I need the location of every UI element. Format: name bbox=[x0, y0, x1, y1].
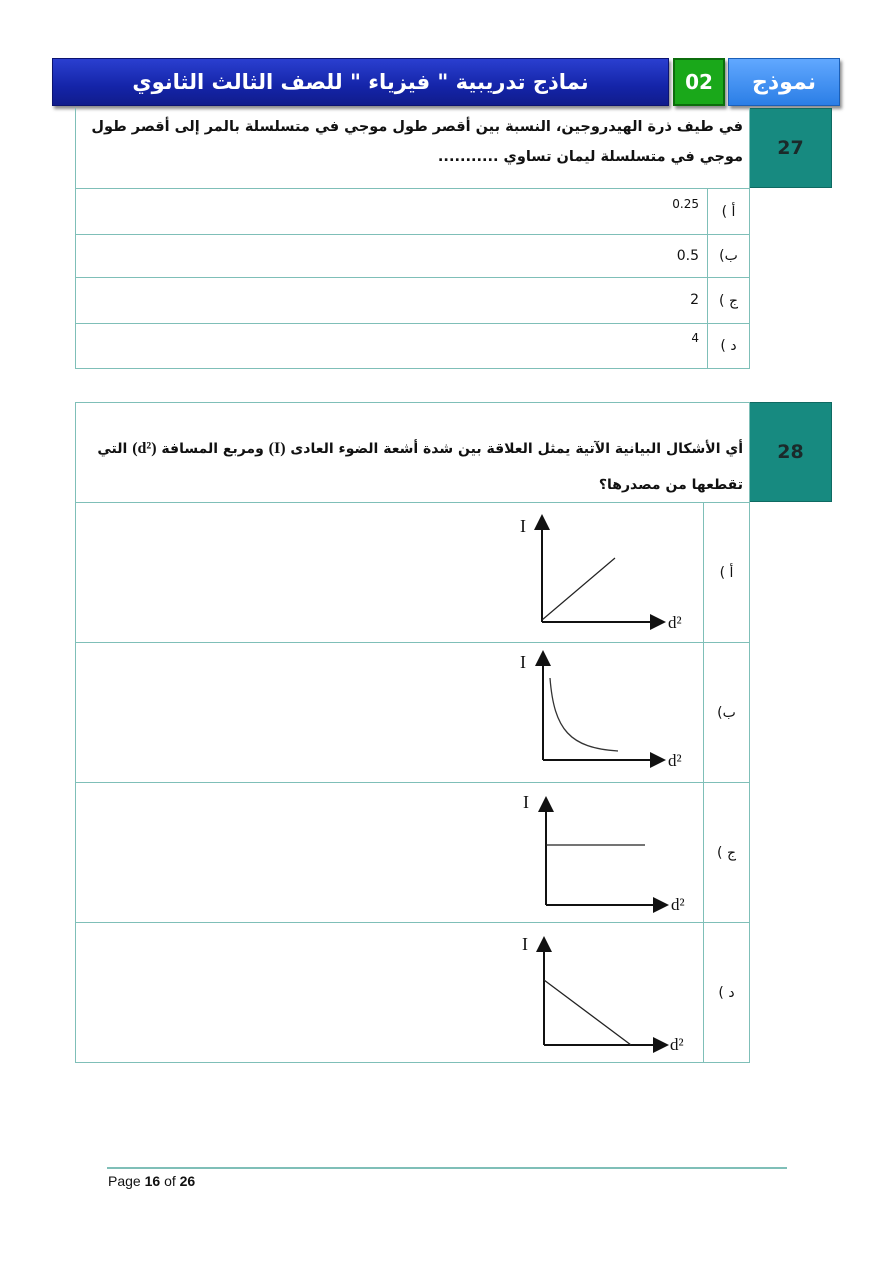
q28-option-c-label-text: ج ) bbox=[717, 844, 736, 861]
q27-option-b[interactable] bbox=[75, 234, 708, 278]
graph-a-linear-increase bbox=[510, 508, 700, 638]
q27-option-a-label[interactable] bbox=[707, 188, 750, 235]
question-27-number bbox=[749, 108, 832, 188]
q28-option-b-label[interactable] bbox=[703, 642, 750, 783]
model-number: 02 bbox=[685, 70, 713, 94]
q27-option-d-label[interactable] bbox=[707, 323, 750, 369]
q27-option-b-label-text: ب) bbox=[719, 248, 738, 264]
q27-option-d-value: 4 bbox=[691, 331, 699, 345]
q27-option-a[interactable] bbox=[75, 188, 708, 235]
question-28-number bbox=[749, 402, 832, 502]
q28-option-b-label-text: ب) bbox=[717, 704, 736, 721]
graph-c-constant bbox=[515, 788, 705, 918]
graph-b-inverse-curve bbox=[510, 648, 700, 778]
graph-a-x-label: d² bbox=[668, 613, 682, 632]
model-number-badge bbox=[673, 58, 725, 106]
q27-option-b-value: 0.5 bbox=[676, 248, 699, 264]
page-title bbox=[52, 58, 669, 106]
q28-text-part1: أي الأشكال البيانية الآتية يمثل العلاقة بين شدة أشعة الضوء العادى bbox=[285, 441, 743, 457]
q28-option-d-label-text: د ) bbox=[718, 984, 735, 1001]
q27-option-c-value: 2 bbox=[690, 292, 699, 308]
graph-d-curve bbox=[544, 980, 631, 1045]
footer-page-word: Page bbox=[108, 1173, 141, 1189]
graph-a-curve bbox=[542, 558, 615, 620]
q28-option-c-label[interactable] bbox=[703, 782, 750, 923]
q28-option-a-label-text: أ ) bbox=[719, 564, 734, 581]
footer-divider bbox=[107, 1167, 787, 1169]
question-27-text-content: في طيف ذرة الهيدروجين، النسبة بين أقصر طول موجي في متسلسلة بالمر إلى أقصر طول موجي في متسلسلة ليمان تساوي ........... bbox=[91, 119, 743, 165]
question-27-number-text: 27 bbox=[777, 137, 804, 159]
graph-d-x-label: d² bbox=[670, 1035, 684, 1054]
q27-option-d-label-text: د ) bbox=[720, 338, 737, 354]
q27-option-c-label-text: ج ) bbox=[719, 292, 738, 309]
q27-option-c-label[interactable] bbox=[707, 277, 750, 324]
q28-option-a-label[interactable] bbox=[703, 502, 750, 643]
graph-a-y-label: I bbox=[520, 516, 526, 536]
q28-text-distance-symbol: (d²) bbox=[132, 440, 157, 457]
q28-text-part2: ومربع المسافة bbox=[156, 441, 269, 457]
question-27-text bbox=[75, 108, 750, 189]
model-label-badge bbox=[728, 58, 840, 106]
question-28-number-text: 28 bbox=[777, 441, 804, 463]
q28-option-d-label[interactable] bbox=[703, 922, 750, 1063]
graph-b-curve bbox=[550, 678, 618, 751]
footer-current-page: 16 bbox=[144, 1173, 161, 1189]
footer-of-word: of bbox=[164, 1173, 176, 1189]
graph-c-y-label: I bbox=[523, 792, 529, 812]
q28-text-intensity-symbol: (I) bbox=[268, 440, 286, 457]
graph-d-y-label: I bbox=[522, 934, 528, 954]
q27-option-d[interactable] bbox=[75, 323, 708, 369]
q27-option-c[interactable] bbox=[75, 277, 708, 324]
question-28-text bbox=[75, 402, 750, 503]
model-label: نموذج bbox=[752, 69, 816, 95]
page-counter bbox=[108, 1173, 195, 1189]
graph-d-linear-decrease bbox=[515, 928, 705, 1058]
graph-b-y-label: I bbox=[520, 652, 526, 672]
graph-b-x-label: d² bbox=[668, 751, 682, 770]
q27-option-a-value: 0.25 bbox=[672, 197, 699, 211]
q27-option-b-label[interactable] bbox=[707, 234, 750, 278]
page-title-text: نماذج تدريبية " فيزياء " للصف الثالث الثانوي bbox=[132, 70, 589, 94]
graph-c-x-label: d² bbox=[671, 895, 685, 914]
footer-total-pages: 26 bbox=[179, 1173, 196, 1189]
q27-option-a-label-text: أ ) bbox=[721, 203, 736, 220]
q28-text-part3: التي تقطعها من مصدرها؟ bbox=[97, 441, 743, 493]
